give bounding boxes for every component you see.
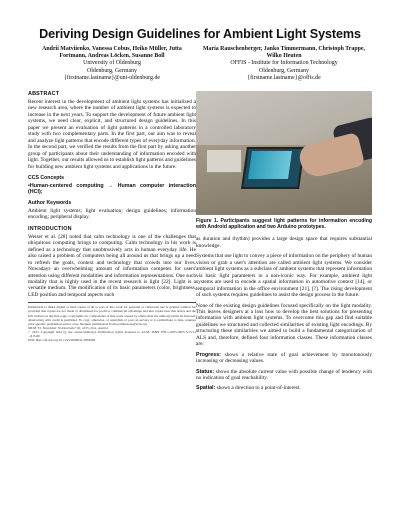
figure-caption-text: Participants suggest light patterns for information encoding with Android application and two Arduino prototypes. <box>196 218 372 231</box>
class-spatial-text: shows a direction to a point-of-interest. <box>216 385 301 392</box>
keywords-text: Ambient light systems; light evaluation; design guidelines; information encoding; peripheral display. <box>28 207 196 221</box>
paragraph-continuation: as duration and rhythm) provides a large design space that requires substantial knowledge. <box>196 236 372 249</box>
right-column <box>196 91 372 396</box>
author-affiliation: University of Oldenburg <box>83 60 141 67</box>
class-progress-term: Progress: <box>196 351 221 358</box>
class-status-text: shows the absolute current value with possible change of tendency with no indication of goal reachability. <box>196 368 372 382</box>
author-email: {firstname.lastname}@uni-oldenburg.de <box>63 74 161 81</box>
author-block-offis <box>196 46 372 82</box>
paragraph-ambient-systems: Systems that use light to convey a piece of information on the periphery of human vision or grab a user's attention are called ambient light systems. We consider ambient light systems as a subclass of ambient systems that represent information via basic light parameters in a non-iconic way. For example, ambient light systems are used to encode a spatial information in automotive context [14], or temporal information in the office environment [21], [?]. The rising development of such systems requires guidelines to assist the design process in the future. <box>196 253 372 299</box>
abstract-text: Recent interest in the development of ambient light systems has initialized a new research area, where the number of ambient light systems is expected to increase in the next years. To support the development of future ambient light systems, we need clear, explicit, and structured design guidelines. In this paper we present an evaluation of light patterns in a controlled laboratory study with two complementary parts. In the first part, our aim was to reveal and analyze light patterns that encode different types of everyday information. In the second part, we verified the results from the first part by asking another group of participants about their understanding of information encoded with light. Together, our results allowed us to establish light patterns and guidelines for building new ambient light systems and applications in the future. <box>28 99 196 170</box>
class-spatial <box>196 385 372 391</box>
class-status <box>196 369 372 382</box>
footnote-rule <box>28 302 196 303</box>
figure-arduino-prototype <box>206 149 242 173</box>
paragraph-guidelines: None of the existing design guidelines focused specifically on the light modality. This leaves designers at a loss how to develop the best solutions for presenting information with ambient light systems. To overcome this gap and find suitable guidelines we structured and collected similarities of existing light encodings. By structuring these similarities we aimed to build a fundamental categorization of ALS and, therefore, defined four information classes. These information classes are: <box>196 302 372 348</box>
author-location: Oldenburg, Germany <box>87 67 137 74</box>
author-section <box>28 46 372 82</box>
author-block-oldenburg <box>28 46 196 82</box>
class-progress-text: shows a relative state of goal achievement by monotonously increasing or decreasing values. <box>196 351 373 365</box>
permission-notice: Permission to make digital or hard copies of all or part of this work for personal or classroom use is granted without fee provided that copies are not made or distributed for profit or commercial advantage and that copies bear this notice and the full citation on the first page. Copyrights for components of this work owned by others than the author(s) must be honored. Abstracting with credit is permitted. To copy otherwise, or republish, to post on servers or to redistribute to lists, requires prior specific permission and/or a fee. Request permissions from permissions@acm.org. <box>28 305 196 326</box>
venue-line: MUM '15, November 30-December 02, 2015, Linz, Austria <box>28 325 108 330</box>
figure-tablet-screen <box>248 151 292 179</box>
copyright-line: © 2015 Copyright held by the owner/author(s). Publication rights licensed to ACM. ISBN 978-1-4503-3605-5/15/11 ...$15.00 <box>28 329 196 338</box>
class-progress <box>196 352 372 365</box>
ccs-text: •Human-centered computing → Human computer interaction (HCI); <box>28 182 196 195</box>
keywords-heading: Author Keywords <box>28 200 72 207</box>
introduction-heading: INTRODUCTION <box>28 225 72 232</box>
class-status-term: Status: <box>196 368 215 375</box>
author-names: Andrii Matviienko, Vanessa Cobus, Heiko Müller, Jutta Fortmann, Andreas Löcken, Susanne Boll <box>42 46 182 60</box>
author-names: Maria Rauschenberger, Janko Timmermann, Christoph Trappe, Wilko Heuten <box>202 46 365 60</box>
left-column <box>28 91 196 396</box>
body-columns <box>28 91 372 396</box>
author-affiliation: OFFIS - Institute for Information Technology <box>230 60 338 67</box>
figure-caption <box>196 218 372 230</box>
doi-link[interactable]: DOI: http://dx.doi.org/10.1145/2836041.2836069 <box>28 338 96 343</box>
ccs-heading: CCS Concepts <box>28 175 65 181</box>
abstract-heading: ABSTRACT <box>28 91 60 98</box>
class-spatial-term: Spatial: <box>196 385 216 392</box>
figure-caption-label: Figure 1. <box>196 218 219 225</box>
figure-photo <box>196 91 372 215</box>
paper-title: Deriving Design Guidelines for Ambient Light Systems <box>39 27 361 41</box>
introduction-text: Weiser et al. [28] noted that calm technology is one of the challenges that ubiquitous computing brings to computing. Calm technology in his work is defined as a technology that unobtrusively acts in human everyday life. He also raised a problem of computers being all around us that brings up a need to refresh the goals, context and technology that crowds into our lives. Nowadays an overwhelming amount of information competes for users' attention using different modalities and information representations. One such modality that is highly used in the recent research is light [22]. Light is a versatile medium. The modification of its basic parameters (color, brightness, LED position and temporal aspects such <box>28 233 196 298</box>
author-location: Oldenburg, Germany <box>259 67 309 74</box>
author-email: {firstname.lastname}@offis.de <box>247 74 321 81</box>
